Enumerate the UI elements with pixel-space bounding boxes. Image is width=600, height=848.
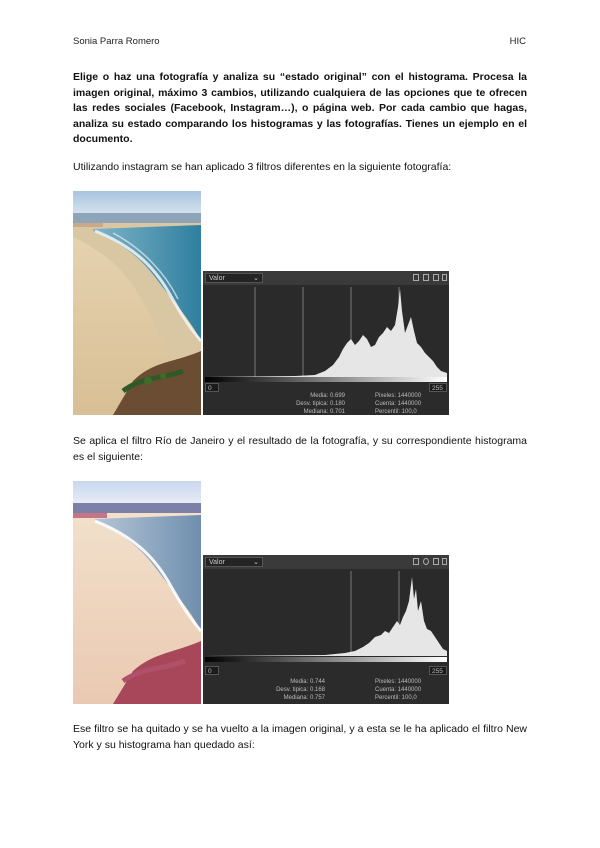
channel-select-value: Valor [209, 275, 225, 282]
stat-stddev: Desv. tipica: 0.168 [276, 687, 325, 693]
linear-scale-icon[interactable] [413, 558, 419, 565]
beach-photo-original [73, 191, 201, 415]
stat-count: Cuenta: 1440000 [375, 401, 422, 407]
stat-count: Cuenta: 1440000 [375, 687, 422, 693]
histogram-plot-original [205, 287, 447, 377]
beach-photo-rio-image [73, 481, 201, 704]
stat-median: Mediana: 0.701 [303, 409, 345, 415]
range-low-input[interactable]: 0 [205, 383, 219, 392]
header-code: HIC [509, 36, 526, 47]
stat-pixels: Pixeles: 1440000 [375, 679, 422, 685]
header-author: Sonia Parra Romero [73, 36, 160, 47]
range-high-input[interactable]: 255 [429, 383, 447, 392]
chevron-down-icon: ⌄ [253, 559, 259, 566]
value-gradient-bar [205, 377, 447, 382]
histogram-panel-rio [203, 555, 449, 704]
stats-left [285, 392, 345, 415]
new-york-paragraph: Ese filtro se ha quitado y se ha vuelto a la imagen original, y a esta se le ha aplicado el filtro New York y su histograma han quedado así: [73, 723, 527, 751]
export-icon[interactable] [433, 558, 439, 565]
stat-percentile: Percentil: 100,0 [375, 695, 417, 701]
range-high-input[interactable]: 255 [429, 666, 447, 675]
histogram-plot-rio [205, 571, 447, 656]
channel-select[interactable] [205, 557, 263, 567]
value-gradient-bar [205, 657, 447, 662]
beach-photo-rio [73, 481, 201, 704]
channel-select[interactable] [205, 273, 263, 283]
rio-paragraph: Se aplica el filtro Río de Janeiro y el resultado de la fotografía, y su correspondiente histograma es el siguiente: [73, 435, 527, 463]
stats-right [375, 392, 445, 415]
linear-scale-icon[interactable] [413, 274, 419, 281]
stat-median: Mediana: 0.757 [283, 695, 325, 701]
menu-icon[interactable] [442, 558, 447, 565]
range-low-input[interactable]: 0 [205, 666, 219, 675]
stat-pixels: Pixeles: 1440000 [375, 393, 422, 399]
chevron-down-icon: ⌄ [253, 275, 259, 282]
histogram-curve-rio [205, 571, 447, 656]
beach-photo-original-image [73, 191, 201, 415]
log-scale-icon[interactable] [423, 558, 429, 565]
histogram-panel-original [203, 271, 449, 415]
task-statement: Elige o haz una fotografía y analiza su “estado original” con el histograma. Procesa la imagen original, máximo 3 cambios, utilizando cualquiera de las opciones que te ofrecen las redes sociales (Facebook, Instagram…), o página web. Por cada cambio que hagas, analiza su estado comparando los histogramas y las fotografías. Tienes un ejemplo en el documento. [73, 71, 527, 145]
stats-right [375, 678, 445, 702]
menu-icon[interactable] [442, 274, 447, 281]
channel-select-value: Valor [209, 559, 225, 566]
stats-left [265, 678, 325, 702]
log-scale-icon[interactable] [423, 274, 429, 281]
export-icon[interactable] [433, 274, 439, 281]
stat-stddev: Desv. tipica: 0.180 [296, 401, 345, 407]
stat-mean: Media: 0.699 [310, 393, 345, 399]
stat-percentile: Percentil: 100,0 [375, 409, 417, 415]
intro-paragraph: Utilizando instagram se han aplicado 3 filtros diferentes en la siguiente fotografía: [73, 161, 452, 173]
histogram-curve-original [205, 287, 447, 377]
stat-mean: Media: 0.744 [290, 679, 325, 685]
